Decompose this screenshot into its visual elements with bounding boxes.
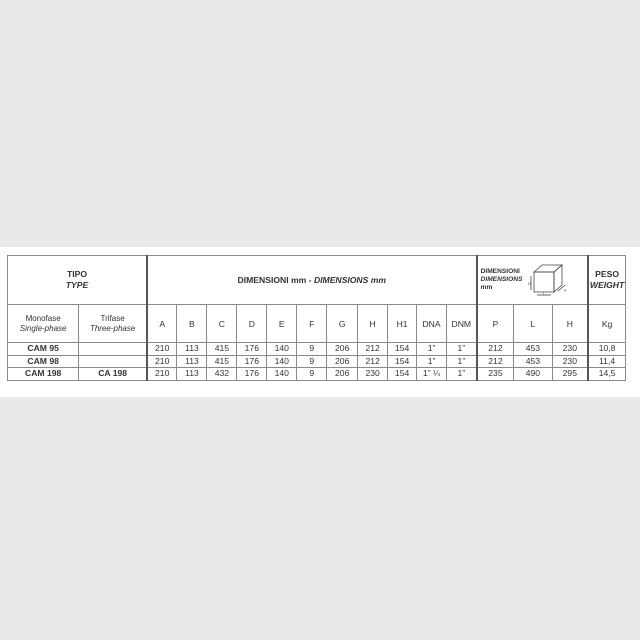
dimension-cell: 176 <box>237 343 267 356</box>
dimension-cell: 210 <box>147 355 177 368</box>
monofase-header: Monofase Single-phase <box>8 305 79 343</box>
dimension-cell: 212 <box>358 343 388 356</box>
dimension-cell: 113 <box>177 355 207 368</box>
col-f: F <box>297 305 327 343</box>
model-tri-cell <box>79 343 147 356</box>
dimension-cell: 1” <box>447 355 477 368</box>
table-row <box>8 368 626 381</box>
pack-cell-value: 453 <box>514 355 552 368</box>
dimension-cell: 176 <box>237 368 267 381</box>
packaging-header <box>477 256 589 305</box>
weight-cell: 11,4 <box>588 355 625 368</box>
col-p: P <box>477 305 514 343</box>
dimension-cell: 415 <box>207 355 237 368</box>
dimension-cell: 432 <box>207 368 237 381</box>
tipo-label: TIPO <box>66 269 88 279</box>
col-b: B <box>177 305 207 343</box>
dimension-cell: 176 <box>237 355 267 368</box>
col-kg: Kg <box>588 305 625 343</box>
dimension-cell: 206 <box>327 343 358 356</box>
model-tri-cell <box>79 355 147 368</box>
svg-text:H: H <box>527 281 531 286</box>
col-l: L <box>514 305 552 343</box>
dimension-cell: 154 <box>388 355 417 368</box>
dimension-cell: 1” <box>447 368 477 381</box>
dimensions-table <box>7 255 626 381</box>
col-e: E <box>267 305 297 343</box>
col-h: H <box>358 305 388 343</box>
type-label: TYPE <box>65 280 89 290</box>
dimension-cell: 140 <box>267 343 297 356</box>
weight-label: WEIGHT <box>589 280 625 290</box>
col-pack-h: H <box>552 305 588 343</box>
col-h1: H1 <box>388 305 417 343</box>
model-mono-cell: CAM 98 <box>8 355 79 368</box>
weight-cell: 10,8 <box>588 343 625 356</box>
col-a: A <box>147 305 177 343</box>
col-c: C <box>207 305 237 343</box>
dimension-cell: 1” <box>447 343 477 356</box>
weight-cell: 14,5 <box>588 368 625 381</box>
dimension-cell: 1” ¼ <box>417 368 447 381</box>
dimension-cell: 206 <box>327 355 358 368</box>
peso-label: PESO <box>595 269 620 279</box>
dimension-cell: 1” <box>417 355 447 368</box>
dimension-cell: 1” <box>417 343 447 356</box>
dimensions-label: DIMENSIONS mm <box>313 275 387 285</box>
pack-cell-value: 212 <box>477 355 514 368</box>
dimension-cell: 113 <box>177 368 207 381</box>
pack-cell-value: 295 <box>552 368 588 381</box>
dimension-cell: 140 <box>267 355 297 368</box>
dimension-cell: 140 <box>267 368 297 381</box>
dimension-cell: 154 <box>388 343 417 356</box>
tipo-header <box>8 256 147 305</box>
box-icon <box>528 262 572 298</box>
trifase-header: Trifase Three-phase <box>79 305 147 343</box>
dimensions-header <box>147 256 477 305</box>
spec-card <box>0 247 640 397</box>
dimension-cell: 206 <box>327 368 358 381</box>
dimension-cell: 9 <box>297 343 327 356</box>
weight-header <box>588 256 625 305</box>
dimension-cell: 210 <box>147 368 177 381</box>
pack-cell-value: 212 <box>477 343 514 356</box>
col-dna: DNA <box>417 305 447 343</box>
pack-cell-value: 230 <box>552 355 588 368</box>
dimension-cell: 210 <box>147 343 177 356</box>
pack-cell-value: 235 <box>477 368 514 381</box>
dimension-cell: 113 <box>177 343 207 356</box>
header-row <box>8 256 626 305</box>
dimension-cell: 230 <box>358 368 388 381</box>
col-g: G <box>327 305 358 343</box>
col-dnm: DNM <box>447 305 477 343</box>
model-tri-cell: CA 198 <box>79 368 147 381</box>
pack-cell-value: 230 <box>552 343 588 356</box>
model-mono-cell: CAM 198 <box>8 368 79 381</box>
col-d: D <box>237 305 267 343</box>
table-row <box>8 355 626 368</box>
table-row <box>8 343 626 356</box>
svg-text:L: L <box>542 291 545 296</box>
pack-cell-value: 490 <box>514 368 552 381</box>
pack-cell-value: 453 <box>514 343 552 356</box>
dimension-cell: 154 <box>388 368 417 381</box>
packaging-label: DIMENSIONI DIMENSIONS mm <box>480 268 523 291</box>
dimension-cell: 9 <box>297 355 327 368</box>
model-mono-cell: CAM 95 <box>8 343 79 356</box>
dimensioni-label: DIMENSIONI mm - <box>237 275 314 285</box>
dimension-cell: 415 <box>207 343 237 356</box>
svg-text:P: P <box>563 288 567 293</box>
subheader-row <box>8 305 626 343</box>
dimension-cell: 212 <box>358 355 388 368</box>
dimension-cell: 9 <box>297 368 327 381</box>
